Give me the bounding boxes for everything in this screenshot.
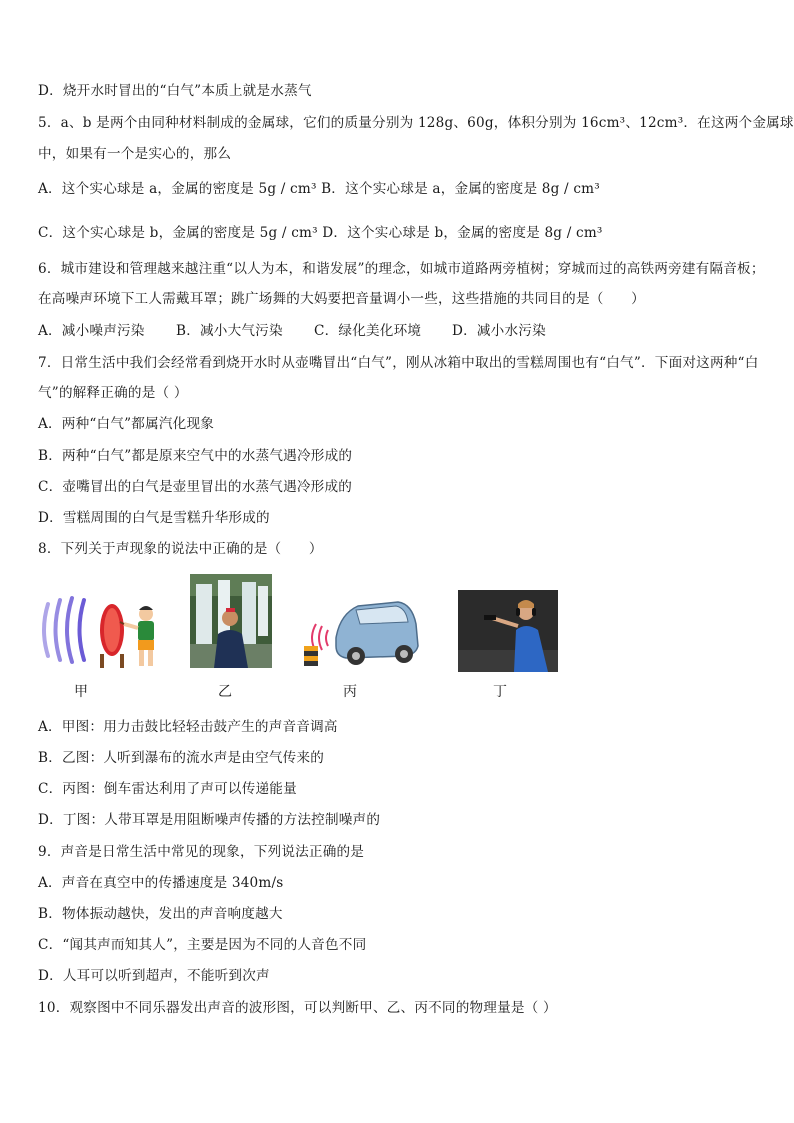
waterfall-photo (190, 574, 272, 668)
q9-option-a: A．声音在真空中的传播速度是 340m/s (38, 875, 284, 891)
q9-stem: 9．声音是日常生活中常见的现象，下列说法正确的是 (38, 844, 365, 860)
q5-stem-line2: 中，如果有一个是实心的，那么 (38, 146, 232, 162)
figure-waterfall (190, 574, 272, 668)
q6-stem-line2: 在高噪声环境下工人需戴耳罩；跳广场舞的大妈要把音量调小一些，这些措施的共同目的是（ ） (38, 291, 645, 307)
q7-stem-line1: 7．日常生活中我们会经常看到烧开水时从壶嘴冒出“白气”，刚从冰箱中取出的雪糕周围也有“白气”．下面对这两种“白 (38, 355, 759, 371)
q4-option-d: D．烧开水时冒出的“白气”本质上就是水蒸气 (38, 83, 312, 99)
figure-label-yi: 乙 (218, 684, 232, 700)
q10-stem: 10．观察图中不同乐器发出声音的波形图，可以判断甲、乙、丙不同的物理量是（ ） (38, 1000, 557, 1016)
figure-label-jia: 甲 (74, 684, 88, 700)
q9-option-d: D．人耳可以听到超声，不能听到次声 (38, 968, 270, 984)
q9-option-b: B．物体振动越快，发出的声音响度越大 (38, 906, 283, 922)
figure-earmuffs (458, 590, 558, 672)
q8-stem: 8．下列关于声现象的说法中正确的是（ ） (38, 541, 323, 557)
figure-drum (40, 590, 170, 670)
q7-option-b: B．两种“白气”都是原来空气中的水蒸气遇冷形成的 (38, 448, 353, 464)
figure-label-bing: 丙 (343, 684, 357, 700)
figure-car-radar (300, 594, 420, 670)
q7-option-a: A．两种“白气”都属汽化现象 (38, 416, 215, 432)
q8-option-c: C．丙图：倒车雷达利用了声可以传递能量 (38, 781, 297, 797)
q5-options-cd: C．这个实心球是 b，金属的密度是 5g / cm³ D．这个实心球是 b，金属的密度是 8g / cm³ (38, 225, 603, 241)
q8-option-a: A．甲图：用力击鼓比轻轻击鼓产生的声音音调高 (38, 719, 338, 735)
q8-option-d: D．丁图：人带耳罩是用阻断噪声传播的方法控制噪声的 (38, 812, 381, 828)
q6-stem-line1: 6．城市建设和管理越来越注重“以人为本，和谐发展”的理念，如城市道路两旁植树；穿城而过的高铁两旁建有隔音板； (38, 261, 765, 277)
shooter-photo (458, 590, 558, 672)
q6-option-b: B．减小大气污染 (176, 323, 283, 339)
q6-option-c: C．绿化美化环境 (314, 323, 422, 339)
q6-option-d: D．减小水污染 (452, 323, 546, 339)
q7-option-c: C．壶嘴冒出的白气是壶里冒出的水蒸气遇冷形成的 (38, 479, 353, 495)
q7-stem-line2: 气”的解释正确的是（ ） (38, 385, 188, 401)
car-radar-illustration (300, 594, 420, 670)
q5-options-ab: A．这个实心球是 a，金属的密度是 5g / cm³ B．这个实心球是 a，金属的密度是 8g / cm³ (38, 181, 600, 197)
q8-option-b: B．乙图：人听到瀑布的流水声是由空气传来的 (38, 750, 325, 766)
q6-options (38, 322, 764, 340)
q6-option-a: A．减小噪声污染 (38, 323, 145, 339)
q9-option-c: C．“闻其声而知其人”，主要是因为不同的人音色不同 (38, 937, 367, 953)
drum-illustration (40, 590, 170, 670)
q7-option-d: D．雪糕周围的白气是雪糕升华形成的 (38, 510, 270, 526)
figure-label-ding: 丁 (493, 684, 507, 700)
q5-stem-line1: 5．a、b 是两个由同种材料制成的金属球，它们的质量分别为 128g、60g，体积分别为 16cm³、12cm³．在这两个金属球 (38, 115, 794, 131)
